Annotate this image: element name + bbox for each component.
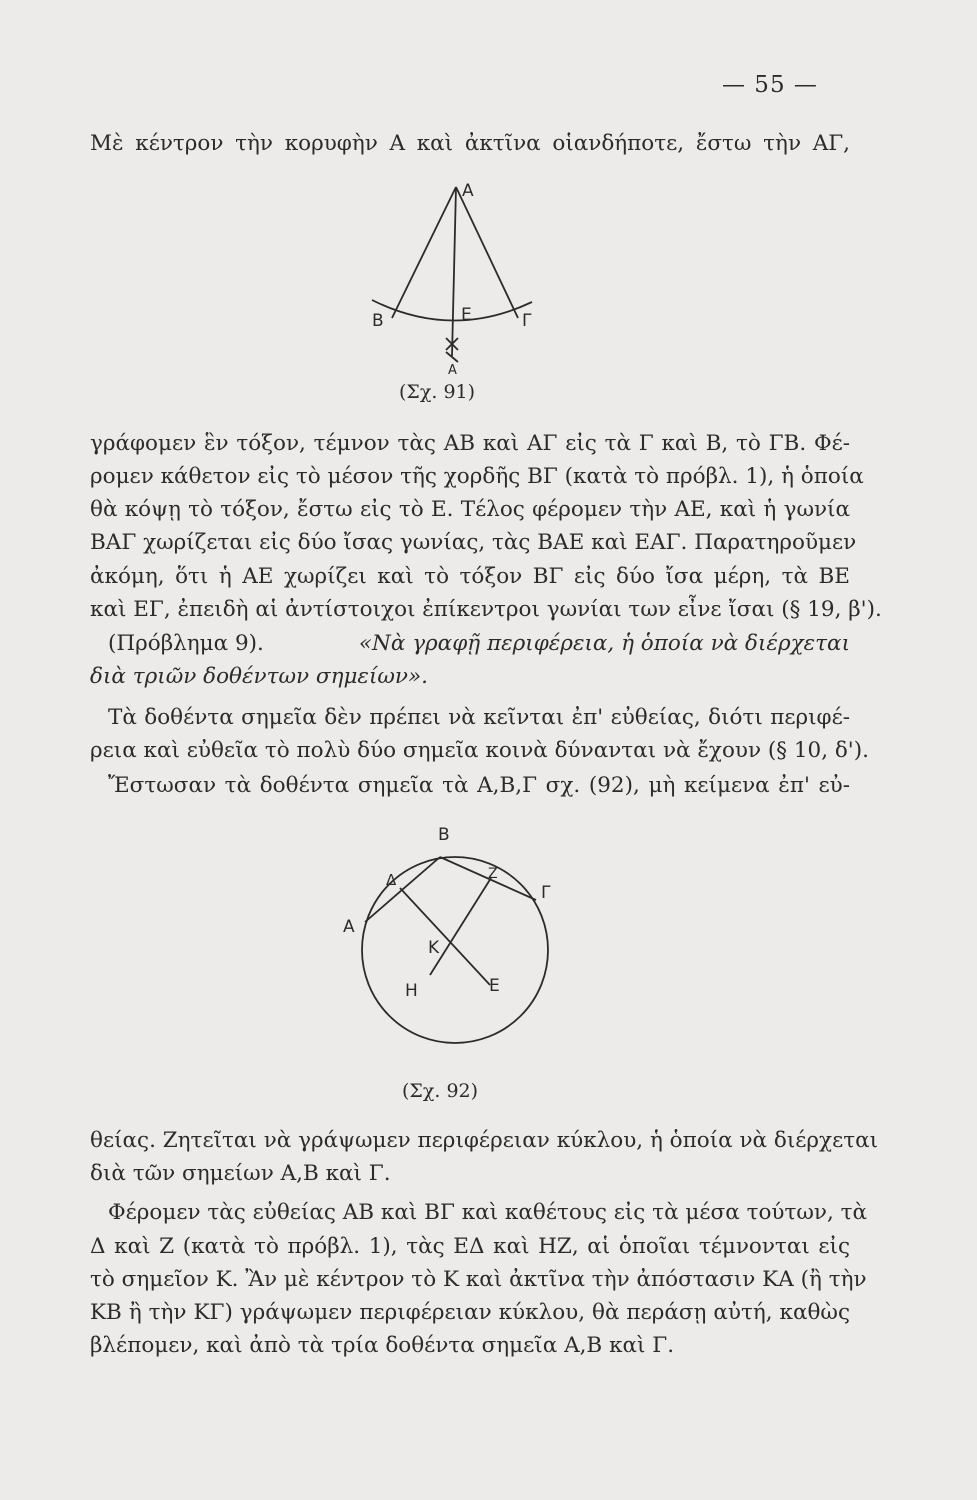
fig92-label-e: Ε — [489, 976, 500, 996]
text-line: θείας. Ζητεῖται νὰ γράψωμεν περιφέρειαν κύκλου, ἡ ὁποία νὰ διέρχεται — [90, 1128, 879, 1153]
text-line: τὸ σημεῖον Κ. Ἂν μὲ κέντρον τὸ Κ καὶ ἀκτῖνα τὴν ἀπόστασιν ΚΑ (ἢ τὴν — [90, 1267, 867, 1292]
fig92-label-b: Β — [438, 825, 450, 845]
figure-92-caption: (Σχ. 92) — [402, 1080, 479, 1102]
text-line: Φέρομεν τὰς εὐθείας ΑΒ καὶ ΒΓ καὶ καθέτους εἰς τὰ μέσα τούτων, τὰ — [108, 1200, 868, 1225]
text-line: διὰ τῶν σημείων Α,Β καὶ Γ. — [90, 1161, 391, 1186]
text-line: γράφομεν ἓν τόξον, τέμνον τὰς ΑΒ καὶ ΑΓ εἰς τὰ Γ καὶ Β, τὸ ΓΒ. Φέ- — [90, 431, 850, 456]
text-line: ΒΑΓ χωρίζεται εἰς δύο ἴσας γωνίας, τὰς ΒΑΕ καὶ ΕΑΓ. Παρατηροῦμεν — [90, 530, 857, 555]
text-line: Τὰ δοθέντα σημεῖα δὲν πρέπει νὰ κεῖνται ἐπ' εὐθείας, διότι περιφέ- — [108, 705, 850, 730]
problem-number: (Πρόβλημα 9). — [108, 631, 264, 656]
text-line: θὰ κόψῃ τὸ τόξον, ἔστω εἰς τὸ Ε. Τέλος φέρομεν τὴν ΑΕ, καὶ ἡ γωνία — [90, 497, 850, 522]
fig91-label-b: Β — [372, 311, 384, 331]
text-line: ρομεν κάθετον εἰς τὸ μέσον τῆς χορδῆς ΒΓ (κατὰ τὸ πρόβλ. 1), ἡ ὁποία — [90, 464, 864, 489]
fig91-label-a: Α — [462, 181, 474, 201]
problem-statement-cont: διὰ τριῶν δοθέντων σημείων». — [90, 664, 428, 689]
fig91-label-a-bottom: Α — [448, 363, 457, 378]
fig91-line-ag — [456, 187, 518, 318]
text-line: βλέπομεν, καὶ ἀπὸ τὰ τρία δοθέντα σημεῖα Α,Β καὶ Γ. — [90, 1333, 675, 1358]
text-line: ἀκόμη, ὅτι ἡ ΑΕ χωρίζει καὶ τὸ τόξον ΒΓ εἰς δύο ἴσα μέρη, τὰ ΒΕ — [90, 564, 850, 589]
text-line: ΚΒ ἢ τὴν ΚΓ) γράψωμεν περιφέρειαν κύκλου, θὰ περάσῃ αὐτή, καθὼς — [90, 1300, 850, 1325]
fig92-label-g: Γ — [541, 883, 551, 903]
fig91-line-ae — [452, 187, 456, 356]
text-line: Ἔστωσαν τὰ δοθέντα σημεῖα τὰ Α,Β,Γ σχ. (92), μὴ κείμενα ἐπ' εὐ- — [108, 773, 850, 798]
fig92-label-h: Η — [405, 981, 418, 1001]
text-line: ρεια καὶ εὐθεῖα τὸ πολὺ δύο σημεῖα κοινὰ δύνανται νὰ ἔχουν (§ 10, δ'). — [90, 738, 869, 763]
fig92-label-a: Α — [343, 917, 355, 937]
problem-heading — [108, 628, 850, 660]
fig91-label-e: Ε — [461, 305, 472, 325]
fig91-line-ab — [392, 187, 456, 318]
text-line: καὶ ΕΓ, ἐπειδὴ αἱ ἀντίστοιχοι ἐπίκεντροι γωνίαι των εἶνε ἴσαι (§ 19, β'). — [90, 597, 882, 622]
problem-statement: «Νὰ γραφῇ περιφέρεια, ἡ ὁποία νὰ διέρχεται — [358, 631, 850, 656]
figure-91-caption: (Σχ. 91) — [399, 381, 476, 403]
fig92-label-z: Ζ — [488, 866, 498, 882]
text-line: Δ καὶ Ζ (κατὰ τὸ πρόβλ. 1), τὰς ΕΔ καὶ ΗΖ, αἱ ὁποῖαι τέμνονται εἰς — [90, 1234, 850, 1259]
fig92-label-k: Κ — [428, 938, 440, 958]
page-number: — 55 — — [722, 72, 818, 98]
fig91-label-g: Γ — [522, 311, 532, 331]
fig92-label-d: Δ — [386, 871, 397, 889]
fig92-line-hz — [430, 878, 491, 975]
text-line: Μὲ κέντρον τὴν κορυφὴν Α καὶ ἀκτῖνα οἱανδήποτε, ἔστω τὴν ΑΓ, — [90, 131, 850, 156]
fig91-arc-bg — [372, 300, 532, 321]
